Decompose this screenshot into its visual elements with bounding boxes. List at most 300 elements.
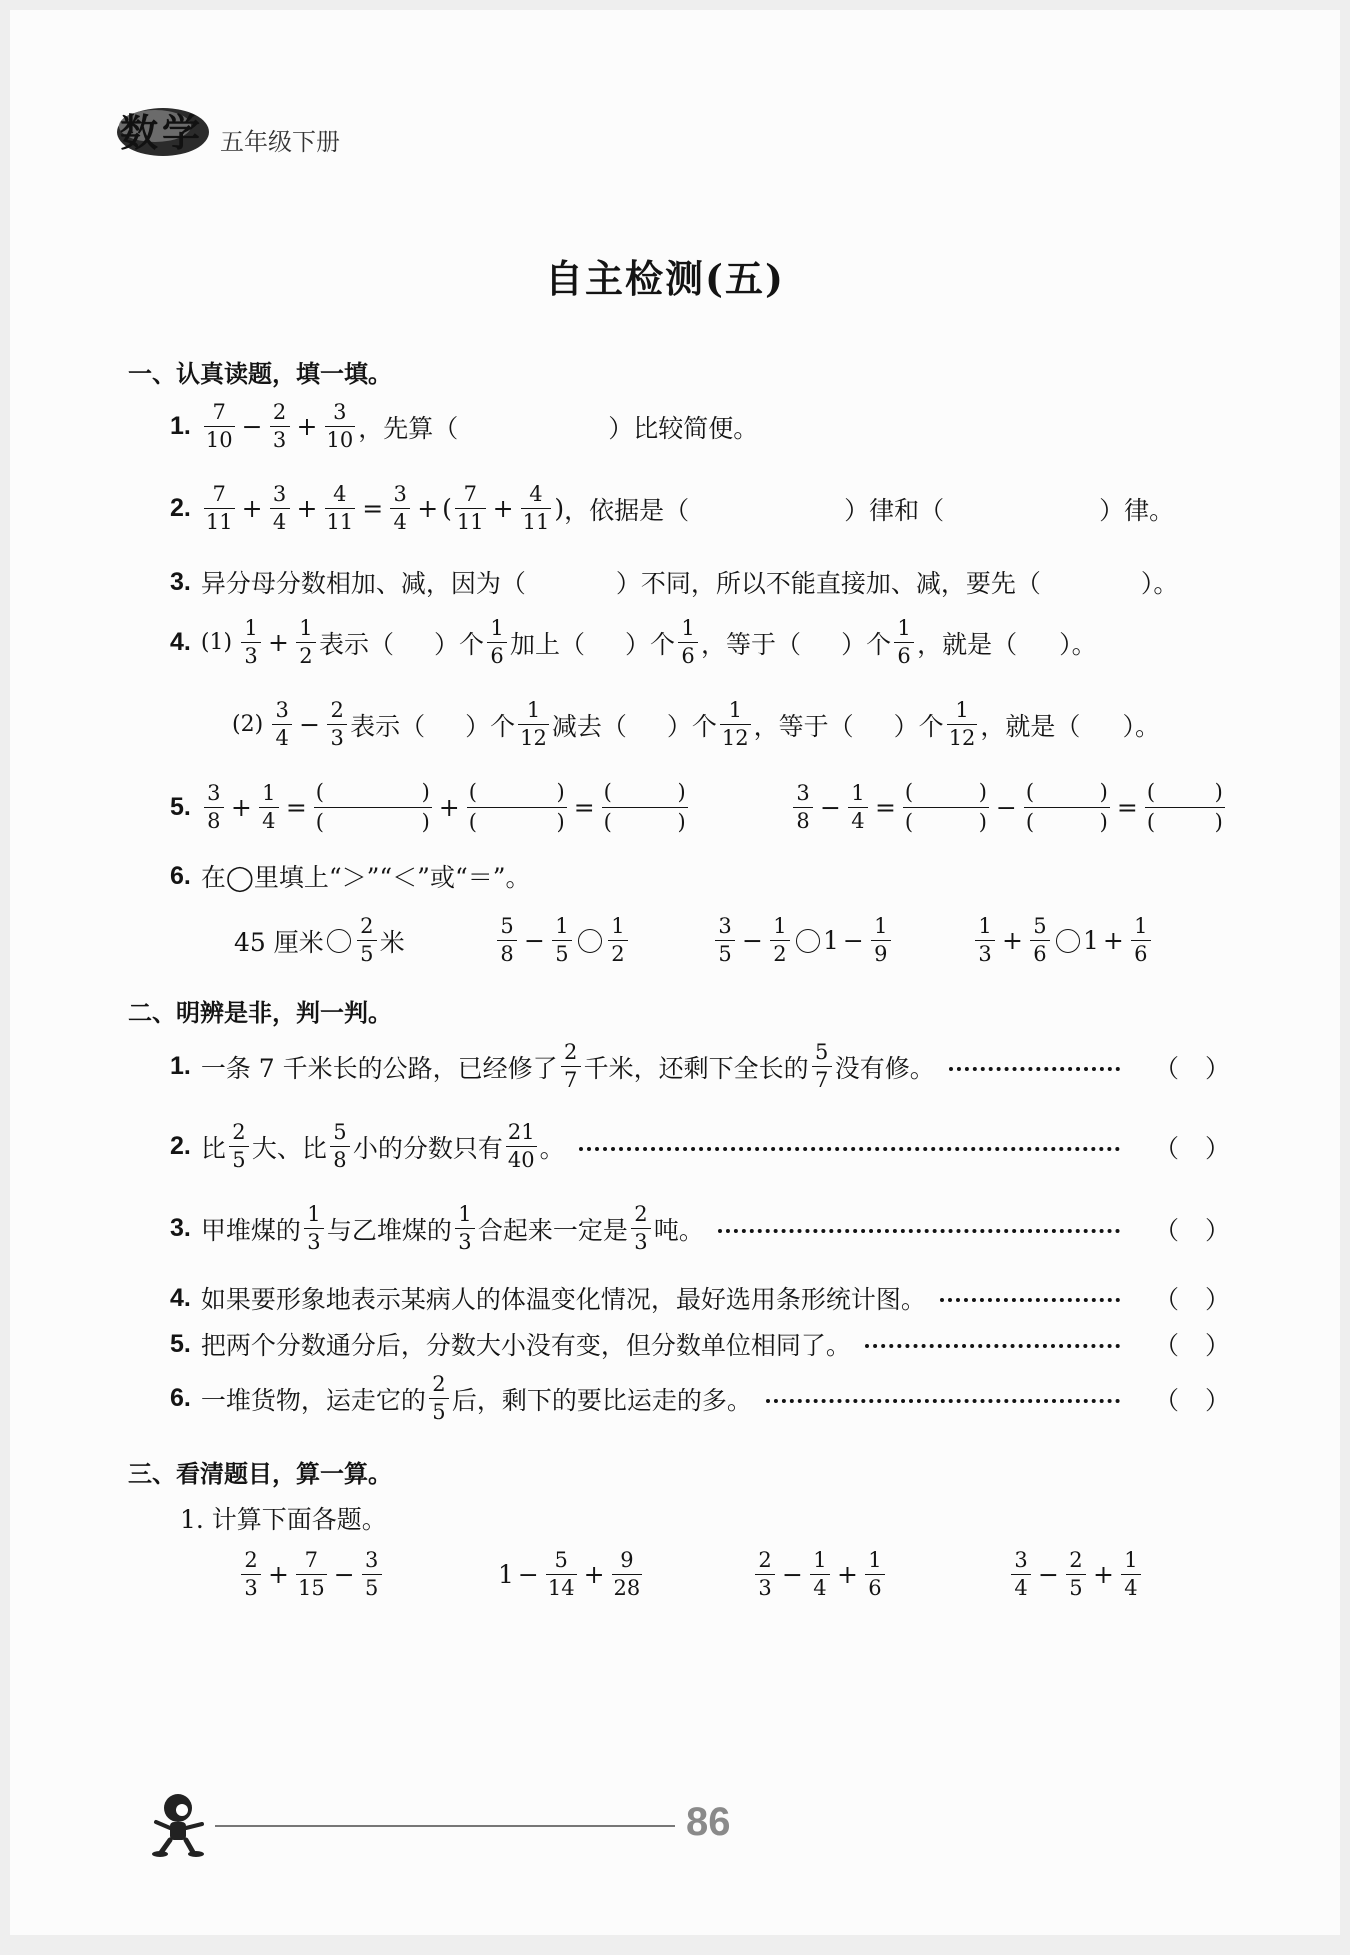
denominator: 5: [552, 940, 572, 965]
fraction: [871, 916, 891, 965]
fraction: [1066, 1550, 1086, 1599]
fraction-answer-blank[interactable]: [602, 782, 688, 833]
denominator: 2: [770, 940, 790, 965]
operator: −: [241, 412, 263, 441]
operator: −: [517, 1560, 539, 1589]
operator: +: [268, 1560, 289, 1589]
numerator: 3: [1014, 1548, 1028, 1572]
compare-circle[interactable]: [327, 929, 351, 953]
text-segment: ): [556, 780, 565, 804]
text-segment: (: [468, 810, 477, 834]
text-segment: ）个: [465, 711, 516, 741]
judge-answer-box[interactable]: [1154, 1326, 1230, 1362]
denominator: 5: [1066, 1574, 1086, 1599]
fraction: [272, 700, 292, 749]
denominator: 3: [241, 642, 261, 667]
question-number: 1.: [170, 412, 191, 440]
denominator: 4: [259, 807, 279, 832]
numerator: 2: [432, 1372, 446, 1396]
numerator: 5: [1033, 914, 1047, 938]
text-segment: 与乙堆煤的: [326, 1215, 452, 1245]
text-segment: 表示（: [318, 629, 394, 659]
numerator: 5: [333, 1120, 347, 1144]
numerator: 7: [304, 1548, 318, 1572]
denominator: 10: [205, 428, 233, 452]
fraction: [487, 618, 507, 667]
operator: +: [241, 494, 263, 523]
fraction-answer-blank[interactable]: [1145, 782, 1225, 833]
question-number: 6.: [170, 861, 191, 890]
section-2-heading: 二、明辨是非，判一判。: [128, 999, 392, 1027]
fraction: [608, 916, 628, 965]
text-segment: ）。: [1122, 711, 1160, 741]
numerator: 3: [796, 781, 810, 805]
operator: −: [782, 1560, 803, 1589]
text-segment: ): [978, 810, 987, 834]
operator: +: [417, 494, 439, 523]
numerator: 1: [490, 616, 504, 640]
operator: +: [836, 1560, 858, 1589]
question-number: 2.: [170, 494, 191, 522]
denominator: 5: [429, 1398, 449, 1423]
numerator: 5: [554, 1548, 568, 1572]
text-segment: 比: [200, 1133, 226, 1163]
text-segment: ，等于（: [701, 629, 802, 659]
text-segment: ，先算（: [358, 413, 459, 443]
numerator: 1: [262, 781, 276, 805]
operator: =: [573, 793, 595, 822]
fraction: [204, 783, 224, 832]
fraction: [429, 1374, 449, 1423]
text-segment: ): [1214, 810, 1223, 834]
compare-3: [712, 916, 894, 965]
denominator: 11: [326, 510, 354, 534]
text-segment: (: [603, 780, 612, 804]
denominator: 4: [1121, 1574, 1141, 1599]
text-segment: (: [603, 810, 612, 834]
compare-circle[interactable]: [578, 929, 602, 953]
denominator: 4: [390, 508, 410, 533]
text-segment: 吨。: [653, 1215, 704, 1245]
s1-question-3: [170, 564, 1178, 600]
fraction: [975, 916, 995, 965]
numerator: 2: [272, 400, 287, 424]
s1-question-5-left: [170, 782, 691, 833]
fraction: [296, 618, 316, 667]
numerator: 1: [955, 698, 969, 722]
operator: +: [230, 793, 252, 822]
text-segment: 把两个分数通分后，分数大小没有变，但分数单位相同了。: [200, 1331, 851, 1360]
compare-circle[interactable]: [1056, 929, 1080, 953]
text-segment: ）: [1204, 1285, 1230, 1314]
denominator: 11: [205, 510, 233, 534]
fraction: [497, 916, 517, 965]
operator: =: [874, 793, 896, 822]
operator: −: [299, 710, 321, 739]
fraction: [270, 484, 290, 533]
operator: −: [1038, 1560, 1059, 1589]
text-segment: 5.: [170, 1329, 191, 1358]
operator: +: [438, 793, 460, 822]
operator: −: [995, 793, 1017, 822]
fraction: [521, 484, 552, 533]
text-segment: ): [556, 810, 565, 834]
section-3-heading: 三、看清题目，算一算。: [128, 1460, 392, 1488]
denominator: 3: [755, 1574, 775, 1599]
denominator: 5: [362, 1574, 382, 1599]
denominator: 40: [507, 1148, 535, 1172]
text-segment: 一条 7 千米长的公路，已经修了: [200, 1053, 558, 1083]
denominator: 3: [270, 426, 290, 451]
text-segment: ）个: [666, 711, 717, 741]
text-segment: ）律。: [1099, 495, 1175, 525]
fraction: [715, 916, 735, 965]
numerator: 1: [897, 616, 911, 640]
text-segment: ，等于（: [753, 711, 854, 741]
judge-item-2: [170, 1122, 1230, 1171]
operator: +: [583, 1560, 605, 1589]
text-segment: （: [1154, 1285, 1180, 1314]
text-segment: 6.: [170, 1384, 191, 1412]
text-segment: (: [315, 780, 324, 804]
text-segment: 在◯里填上“＞”“＜”或“＝”。: [200, 863, 531, 892]
judge-answer-box[interactable]: [1154, 1381, 1230, 1417]
text-segment: 3.: [170, 1214, 191, 1242]
text-segment: ）个: [893, 711, 944, 741]
text-segment: ): [421, 810, 430, 834]
text-segment: (: [1146, 780, 1156, 804]
numerator: 7: [463, 482, 477, 506]
text-segment: 小的分数只有: [352, 1133, 503, 1163]
text-segment: 合起来一定是: [477, 1215, 628, 1245]
calc-1: [238, 1550, 385, 1599]
denominator: 6: [865, 1574, 885, 1599]
text-segment: ): [1099, 810, 1108, 834]
leader-dots: [579, 1147, 1120, 1151]
denominator: 5: [715, 940, 735, 965]
numerator: 1: [244, 616, 258, 640]
fraction-answer-blank[interactable]: [467, 782, 567, 833]
denominator: 3: [304, 1228, 324, 1253]
numerator: 1: [307, 1202, 321, 1226]
denominator: 7: [561, 1066, 581, 1091]
fraction: [259, 783, 279, 832]
footer-rule: [215, 1825, 675, 1827]
fraction: [229, 1122, 249, 1171]
text-segment: ）。: [1059, 629, 1097, 659]
operator: −: [820, 793, 841, 822]
text-segment: ，就是（: [980, 711, 1081, 741]
denominator: 8: [793, 807, 813, 832]
text-segment: ): [677, 780, 686, 804]
denominator: 4: [272, 724, 292, 749]
operator: +: [492, 494, 514, 523]
leader-dots: [766, 1399, 1120, 1403]
fraction: [1030, 916, 1050, 965]
text-segment: 后，剩下的要比运走的多。: [451, 1385, 752, 1415]
fraction: [362, 1550, 382, 1599]
denominator: 6: [894, 642, 914, 667]
operator: =: [1116, 793, 1138, 822]
numerator: 1: [1124, 1548, 1138, 1572]
denominator: 12: [520, 726, 547, 750]
compare-2: [494, 916, 631, 965]
text-segment: ）: [1204, 1331, 1230, 1360]
text-segment: ，就是（: [917, 629, 1018, 659]
fraction: [357, 916, 377, 965]
fraction: [1011, 1550, 1031, 1599]
numerator: 2: [244, 1548, 258, 1572]
fraction: [894, 618, 914, 667]
denominator: 5: [229, 1146, 249, 1171]
numerator: 1: [299, 616, 313, 640]
operator: +: [1092, 1560, 1114, 1589]
leader-dots: [865, 1344, 1120, 1348]
text-segment: （: [1154, 1133, 1180, 1163]
numerator: 21: [507, 1120, 535, 1144]
fraction: [241, 1550, 261, 1599]
section-3-sub-1: 1. 计算下面各题。: [180, 1505, 387, 1534]
text-segment: (: [1025, 780, 1035, 804]
judge-answer-box[interactable]: [1154, 1049, 1230, 1085]
fraction-answer-blank[interactable]: [314, 782, 432, 833]
text-segment: 2.: [170, 1132, 191, 1160]
text-segment: ): [421, 780, 430, 804]
denominator: 15: [297, 1576, 325, 1600]
denominator: 3: [975, 940, 995, 965]
fraction: [770, 916, 790, 965]
numerator: 5: [500, 914, 514, 938]
denominator: 6: [1030, 940, 1050, 965]
compare-circle[interactable]: [796, 929, 820, 953]
text-segment: 千米，还剩下全长的: [583, 1053, 809, 1083]
text-segment: 减去（: [551, 711, 627, 741]
text-segment: (: [315, 810, 324, 834]
numerator: 2: [1069, 1548, 1083, 1572]
fraction: [848, 783, 868, 832]
text-segment: ）不同，所以不能直接加、减，要先（: [615, 569, 1041, 598]
numerator: 1: [611, 914, 625, 938]
text-segment: 没有修。: [834, 1053, 935, 1083]
operator: −: [524, 926, 545, 955]
fraction: [325, 402, 356, 451]
numerator: 1: [681, 616, 695, 640]
numerator: 1: [813, 1548, 827, 1572]
fraction: [1131, 916, 1151, 965]
numerator: 2: [634, 1202, 648, 1226]
operator: −: [742, 926, 763, 955]
judge-answer-box[interactable]: [1154, 1211, 1230, 1247]
denominator: 4: [270, 508, 290, 533]
text-segment: ）: [1204, 1385, 1230, 1415]
fraction: [270, 402, 290, 451]
numerator: 3: [272, 482, 287, 506]
numerator: 1: [728, 698, 742, 722]
text-segment: 米: [379, 927, 405, 957]
fraction: [631, 1204, 651, 1253]
numerator: 1: [555, 914, 569, 938]
fraction: [755, 1550, 775, 1599]
numerator: 4: [333, 482, 347, 506]
text-segment: 如果要形象地表示某病人的体温变化情况，最好选用条形统计图。: [200, 1285, 926, 1314]
numerator: 1: [868, 1548, 882, 1572]
leader-dots: [940, 1298, 1120, 1302]
text-segment: 1: [498, 1560, 514, 1589]
denominator: 2: [296, 642, 316, 667]
judge-item-1: [170, 1042, 1230, 1091]
text-segment: ）个: [434, 629, 485, 659]
denominator: 3: [327, 724, 347, 749]
judge-item-3: [170, 1204, 1230, 1253]
grade-label: 五年级下册: [220, 128, 340, 156]
question-number: 4.: [170, 628, 191, 656]
fraction: [330, 1122, 350, 1171]
judge-answer-box[interactable]: [1154, 1129, 1230, 1165]
numerator: 2: [563, 1040, 578, 1064]
numerator: 2: [330, 698, 344, 722]
fraction: [810, 1550, 830, 1599]
denominator: 14: [547, 1576, 575, 1600]
text-segment: ): [978, 780, 987, 804]
denominator: 4: [1011, 1574, 1031, 1599]
fraction: [678, 618, 698, 667]
denominator: 7: [812, 1066, 832, 1091]
text-segment: （: [1154, 1053, 1180, 1083]
fraction: [612, 1550, 643, 1599]
numerator: 3: [393, 482, 407, 506]
text-segment: ）: [1204, 1053, 1230, 1083]
numerator: 3: [333, 400, 347, 424]
denominator: 8: [204, 807, 224, 832]
denominator: 12: [721, 726, 749, 750]
question-number: 3.: [170, 567, 191, 596]
s1-question-6: [170, 858, 531, 894]
fraction: [204, 402, 235, 451]
text-segment: ）个: [625, 629, 676, 659]
operator: =: [285, 793, 307, 822]
text-segment: 4.: [170, 1283, 191, 1312]
text-segment: 。: [539, 1133, 565, 1163]
numerator: 1: [526, 698, 541, 722]
denominator: 10: [326, 428, 354, 452]
fraction: [455, 1204, 475, 1253]
page-number: 86: [686, 1800, 731, 1844]
s1-question-4-part-1: [170, 618, 1097, 667]
numerator: 2: [360, 914, 374, 938]
s1-question-4-part-2: [232, 700, 1160, 749]
mascot-icon: [148, 1788, 212, 1858]
numerator: 3: [364, 1548, 379, 1572]
operator: +: [296, 494, 318, 523]
denominator: 3: [455, 1228, 475, 1253]
fraction: [812, 1042, 832, 1091]
compare-1: [234, 916, 405, 965]
numerator: 3: [275, 698, 289, 722]
text-segment: ）。: [1140, 569, 1179, 598]
denominator: 3: [241, 1574, 261, 1599]
denominator: 2: [608, 940, 628, 965]
denominator: 4: [848, 807, 868, 832]
denominator: 8: [330, 1146, 350, 1171]
operator: +: [268, 628, 289, 657]
text-segment: 1: [822, 926, 839, 955]
text-segment: ）律和（: [844, 495, 945, 525]
fraction-answer-blank[interactable]: [1024, 782, 1110, 833]
numerator: 1: [978, 914, 992, 938]
s1-question-5-right: [790, 782, 1228, 833]
text-segment: 45 厘米: [234, 927, 324, 957]
numerator: 2: [232, 1120, 246, 1144]
judge-answer-box[interactable]: [1154, 1280, 1230, 1316]
numerator: 1: [874, 914, 888, 938]
denominator: 3: [631, 1228, 651, 1253]
text-segment: (: [1146, 810, 1156, 834]
numerator: 4: [529, 482, 543, 506]
fraction: [506, 1122, 537, 1171]
fraction: [546, 1550, 577, 1599]
numerator: 1: [458, 1202, 472, 1226]
denominator: 11: [522, 510, 550, 534]
denominator: 6: [487, 642, 507, 667]
denominator: 9: [871, 940, 891, 965]
fraction: [455, 484, 486, 533]
fraction: [204, 484, 235, 533]
text-segment: ）比较简便。: [608, 413, 759, 443]
text-segment: (: [468, 780, 477, 804]
fraction: [561, 1042, 581, 1091]
calc-2: [498, 1550, 645, 1599]
text-segment: 甲堆煤的: [200, 1215, 301, 1245]
numerator: 1: [773, 914, 787, 938]
question-number: 5.: [170, 793, 191, 821]
calc-4: [1008, 1550, 1144, 1599]
section-1-heading: 一、认真读题，填一填。: [128, 360, 392, 388]
numerator: 7: [212, 400, 226, 424]
text-segment: ): [554, 494, 565, 523]
fraction-answer-blank[interactable]: [903, 782, 989, 833]
calc-3: [752, 1550, 888, 1599]
subject-title: 数学: [120, 111, 205, 155]
text-segment: 表示（: [350, 711, 426, 741]
text-segment: ): [677, 810, 686, 834]
text-segment: ): [1099, 780, 1108, 804]
leader-dots: [718, 1229, 1120, 1233]
text-segment: 大、比: [251, 1133, 327, 1163]
text-segment: (: [1025, 810, 1035, 834]
text-segment: ）: [1204, 1215, 1230, 1245]
text-segment: 1.: [170, 1052, 191, 1080]
denominator: 5: [357, 940, 377, 965]
fraction: [327, 700, 347, 749]
fraction: [1121, 1550, 1141, 1599]
fraction: [390, 484, 410, 533]
numerator: 3: [207, 781, 221, 805]
s1-question-1: [170, 402, 758, 451]
judge-item-4: [170, 1280, 1230, 1316]
fraction: [793, 783, 813, 832]
fraction: [325, 484, 356, 533]
text-segment: (: [904, 780, 914, 804]
operator: −: [333, 1560, 355, 1589]
numerator: 3: [718, 914, 732, 938]
fraction: [552, 916, 572, 965]
text-segment: （: [1154, 1215, 1180, 1245]
numerator: 1: [1134, 914, 1148, 938]
fraction: [304, 1204, 324, 1253]
operator: +: [296, 412, 318, 441]
page-title: 自主检测(五): [545, 256, 785, 301]
text-segment: 异分母分数相加、减，因为（: [200, 569, 526, 598]
